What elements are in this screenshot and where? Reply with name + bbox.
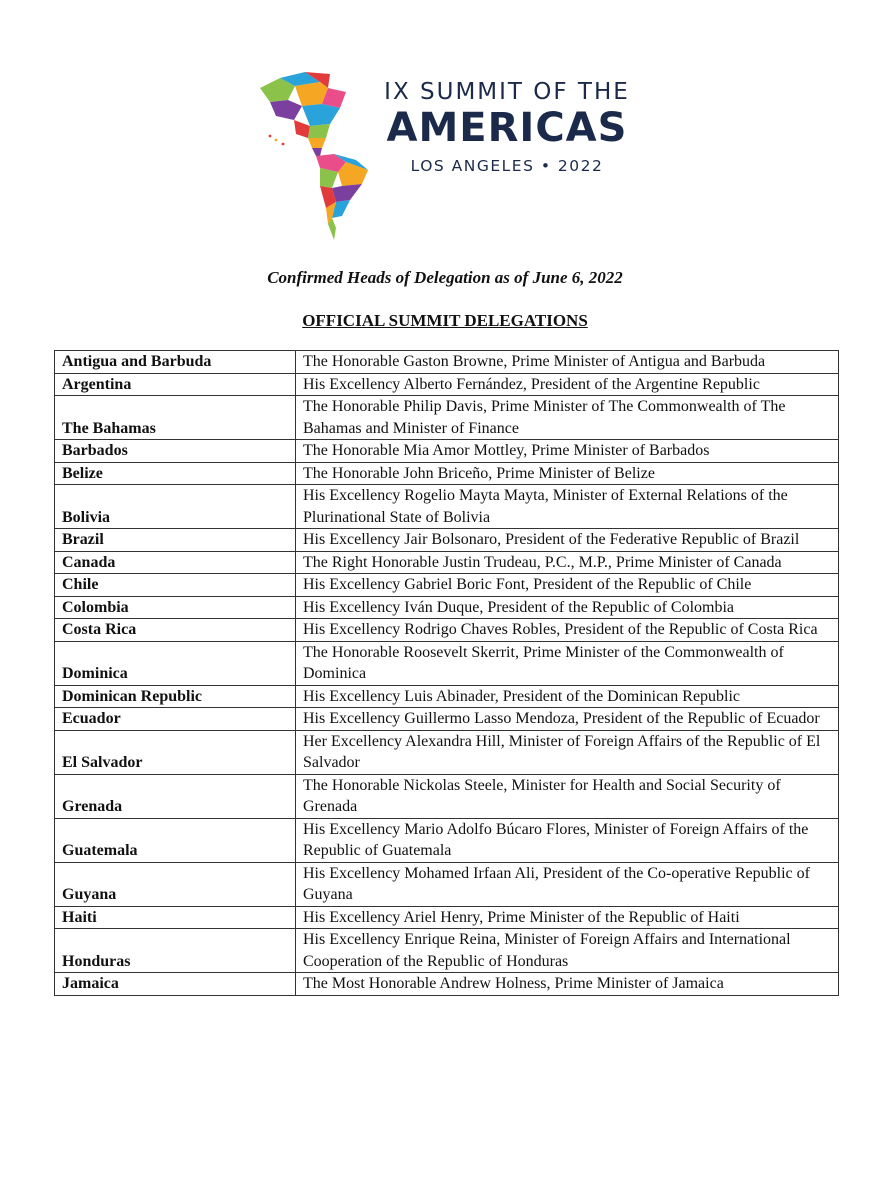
country-cell: Guatemala [55,818,296,862]
head-of-delegation-cell: The Honorable Philip Davis, Prime Minister of The Commonwealth of The Bahamas and Minister of Finance [296,396,839,440]
delegation-row [55,596,839,619]
country-cell: Jamaica [55,973,296,996]
delegation-row [55,373,839,396]
delegation-row [55,396,839,440]
delegation-row [55,906,839,929]
country-cell: Bolivia [55,485,296,529]
logo-city-year-line: LOS ANGELES • 2022 [410,157,604,175]
country-cell: The Bahamas [55,396,296,440]
delegation-row [55,440,839,463]
country-cell: Haiti [55,906,296,929]
delegation-row [55,619,839,642]
head-of-delegation-cell: The Honorable Nickolas Steele, Minister for Health and Social Security of Grenada [296,774,839,818]
country-cell: Belize [55,462,296,485]
logo-summit-line: IX SUMMIT OF THE [384,79,630,105]
americas-map-logo-icon [250,68,380,243]
country-cell: Grenada [55,774,296,818]
delegation-row [55,973,839,996]
delegation-row [55,818,839,862]
country-cell: Antigua and Barbuda [55,351,296,374]
country-cell: Canada [55,551,296,574]
head-of-delegation-cell: The Honorable Gaston Browne, Prime Minister of Antigua and Barbuda [296,351,839,374]
country-cell: Chile [55,574,296,597]
delegation-row [55,641,839,685]
summit-logo [250,68,650,243]
document-subtitle: Confirmed Heads of Delegation as of June 6, 2022 [267,268,623,287]
delegation-row [55,529,839,552]
delegation-row [55,462,839,485]
delegation-row [55,351,839,374]
delegation-row [55,574,839,597]
delegation-row [55,685,839,708]
country-cell: Argentina [55,373,296,396]
head-of-delegation-cell: The Most Honorable Andrew Holness, Prime Minister of Jamaica [296,973,839,996]
head-of-delegation-cell: His Excellency Iván Duque, President of the Republic of Colombia [296,596,839,619]
head-of-delegation-cell: His Excellency Luis Abinader, President of the Dominican Republic [296,685,839,708]
head-of-delegation-cell: His Excellency Jair Bolsonaro, President of the Federative Republic of Brazil [296,529,839,552]
delegation-row [55,551,839,574]
logo-wordmark [362,78,652,178]
delegation-row [55,485,839,529]
delegation-row [55,730,839,774]
country-cell: Colombia [55,596,296,619]
head-of-delegation-cell: The Right Honorable Justin Trudeau, P.C., M.P., Prime Minister of Canada [296,551,839,574]
head-of-delegation-cell: His Excellency Rodrigo Chaves Robles, President of the Republic of Costa Rica [296,619,839,642]
delegation-row [55,774,839,818]
country-cell: Brazil [55,529,296,552]
head-of-delegation-cell: His Excellency Mario Adolfo Búcaro Flores, Minister of Foreign Affairs of the Republic of Guatemala [296,818,839,862]
country-cell: Honduras [55,929,296,973]
section-title: OFFICIAL SUMMIT DELEGATIONS [302,311,588,330]
head-of-delegation-cell: His Excellency Guillermo Lasso Mendoza, President of the Republic of Ecuador [296,708,839,731]
country-cell: Barbados [55,440,296,463]
head-of-delegation-cell: His Excellency Rogelio Mayta Mayta, Minister of External Relations of the Plurinational State of Bolivia [296,485,839,529]
delegation-row [55,708,839,731]
head-of-delegation-cell: The Honorable John Briceño, Prime Minister of Belize [296,462,839,485]
delegation-row [55,929,839,973]
head-of-delegation-cell: His Excellency Ariel Henry, Prime Minister of the Republic of Haiti [296,906,839,929]
head-of-delegation-cell: The Honorable Mia Amor Mottley, Prime Minister of Barbados [296,440,839,463]
logo-americas-line: AMERICAS [386,105,628,151]
head-of-delegation-cell: His Excellency Mohamed Irfaan Ali, President of the Co-operative Republic of Guyana [296,862,839,906]
country-cell: Dominica [55,641,296,685]
head-of-delegation-cell: His Excellency Enrique Reina, Minister of Foreign Affairs and International Cooperation of the Republic of Honduras [296,929,839,973]
country-cell: Ecuador [55,708,296,731]
country-cell: Guyana [55,862,296,906]
head-of-delegation-cell: The Honorable Roosevelt Skerrit, Prime Minister of the Commonwealth of Dominica [296,641,839,685]
delegations-table [54,350,839,996]
country-cell: Costa Rica [55,619,296,642]
head-of-delegation-cell: His Excellency Gabriel Boric Font, President of the Republic of Chile [296,574,839,597]
head-of-delegation-cell: Her Excellency Alexandra Hill, Minister of Foreign Affairs of the Republic of El Salvador [296,730,839,774]
delegation-row [55,862,839,906]
country-cell: El Salvador [55,730,296,774]
country-cell: Dominican Republic [55,685,296,708]
head-of-delegation-cell: His Excellency Alberto Fernández, President of the Argentine Republic [296,373,839,396]
